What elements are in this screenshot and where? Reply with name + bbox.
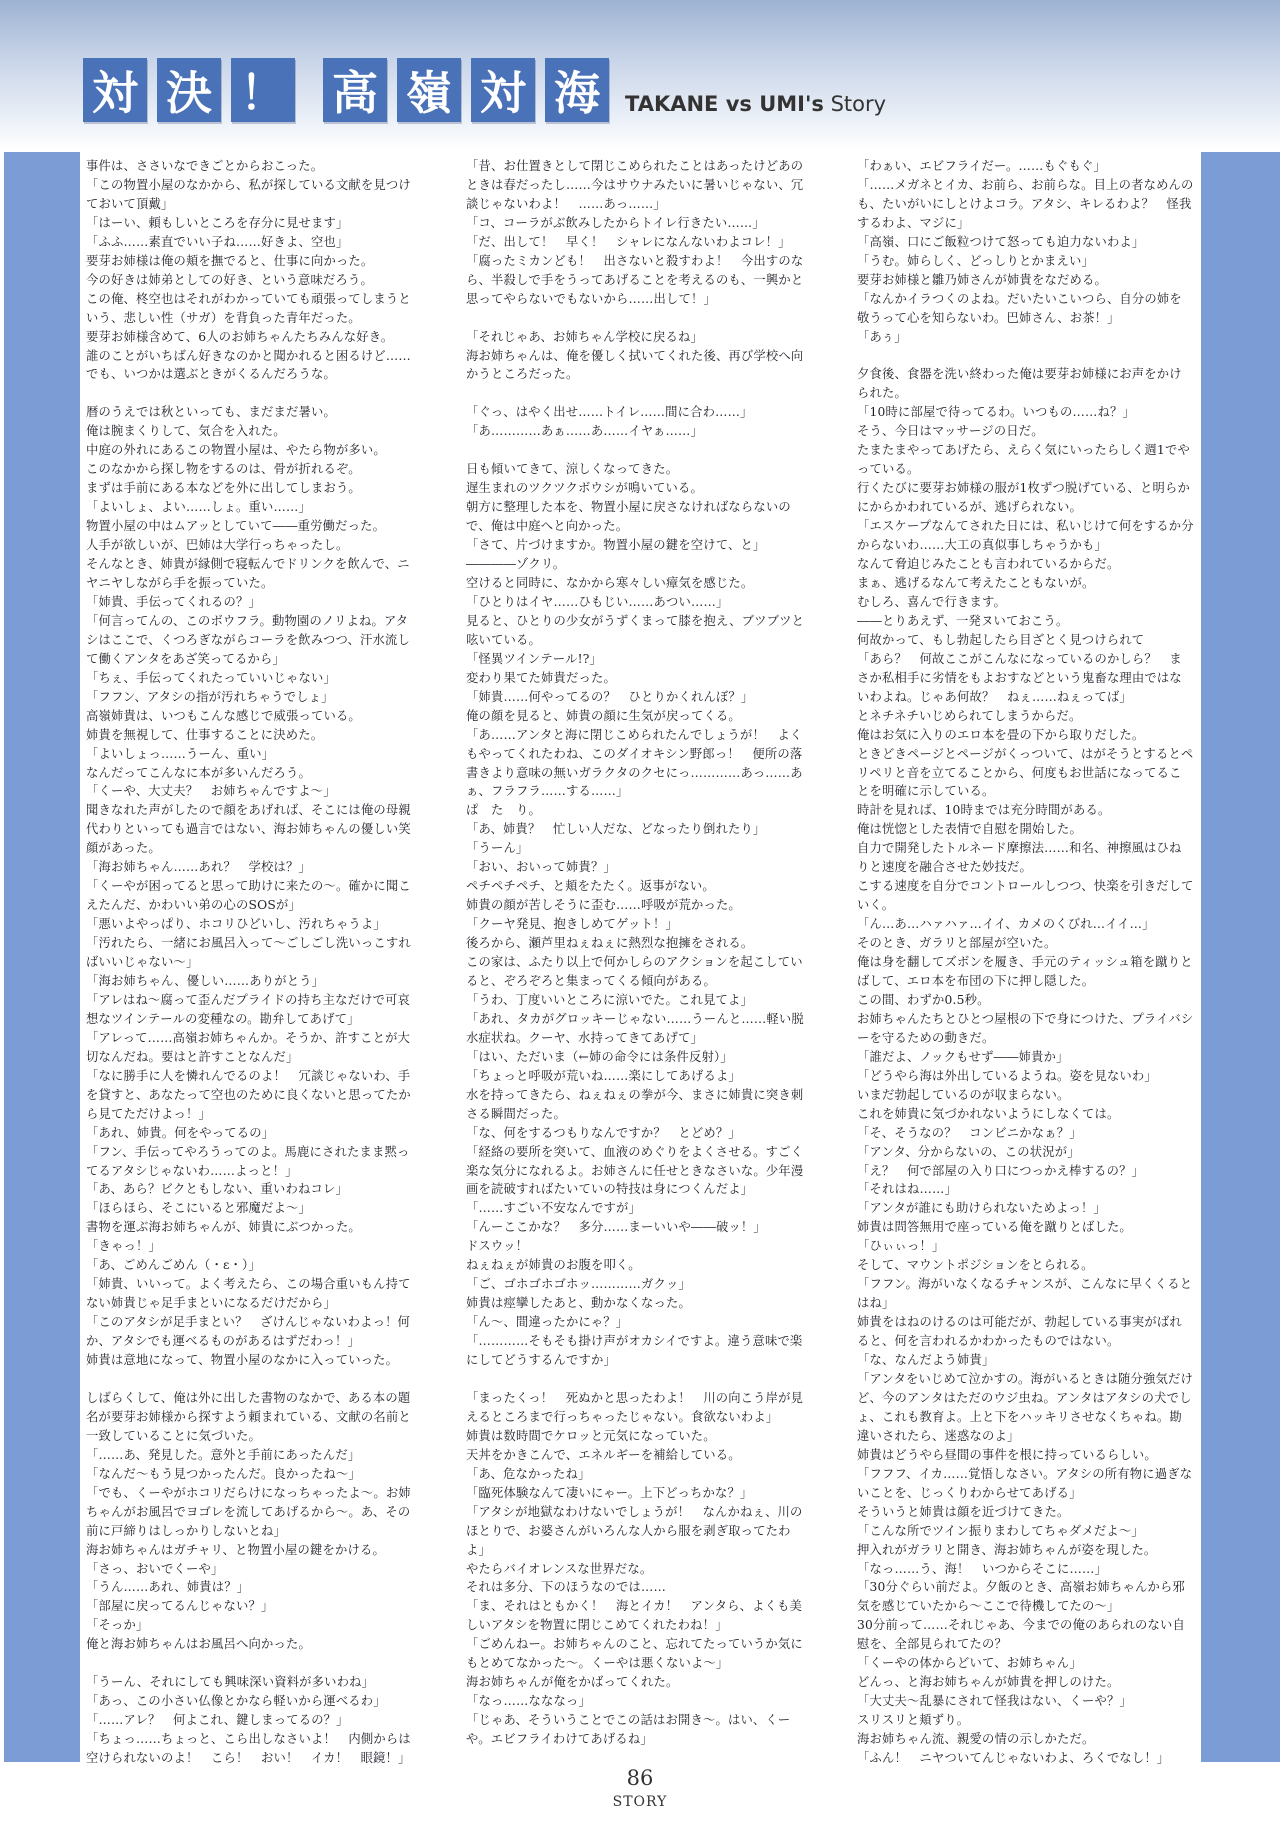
story-column-2: 「昔、お仕置きとして閉じこめられたことはあったけどあのときは春だったし……今はサウナみたいに暑いじゃない、冗談じゃないわよ！ ……あっ……」 「コ、コーラがぶ飲みしたからトイレ行きたい……」 「だ、出して！ 早く！ シャレになんないわよコレ！」 「腐ったミカンども！ 出さないと殺すわよ！ 今出すのなら、半殺しで手をうってあげることを考えるのも、一興かと思ってやらないでもないから……出して！」 「それじゃあ、お姉ちゃん学校に戻るね」 海お姉ちゃんは、俺を優しく拭いてくれた後、再び学校へ向かうところだった。 「ぐっ、はやく出せ……トイレ……間に合わ……」 「あ…………あぁ……あ……イヤぁ……」 日も傾いてきて、涼しくなってきた。 遅生まれのツクツクボウシが鳴いている。 朝方に整理した本を、物置小屋に戻さなければならないので、俺は中庭へと向かった。 「さて、片づけますか。物置小屋の鍵を空けて、と」 ――――ゾクリ。 空けると同時に、なかから寒々しい瘴気を感じた。 「ひとりはイヤ……ひもじい……あつい……」 見ると、ひとりの少女がうずくまって膝を抱え、ブツブツと呟いている。 「怪異ツインテール!?」 変わり果てた姉貴だった。 「姉貴……何やってるの？ ひとりかくれんぼ？」 俺の顔を見ると、姉貴の顔に生気が戻ってくる。 「あ……アンタと海に閉じこめられたんでしょうが！ よくもやってくれたわね、このダイオキシン野郎っ！ 便所の落書きより意味の無いガラクタのクセにっ…………あっ……あぁ、フラフラ……する……」 ぱ た り。 「あ、姉貴？ 忙しい人だな、どなったり倒れたり」 「うーん」 「おい、おいって姉貴？」 ペチペチペチ、と頬をたたく。返事がない。 姉貴の顔が苦しそうに歪む……呼吸が荒かった。 「クーヤ発見、抱きしめてゲット！」 後ろから、瀬芦里ねぇねぇに熱烈な抱擁をされる。 この家は、ふたり以上で何かしらのアクションを起こしていると、ぞろぞろと集まってくる傾向がある。 「うわ、丁度いいところに涼いでた。これ見てよ」 「あれ、タカがグロッキーじゃない……うーんと……軽い脱水症状ね。クーヤ、水持ってきてあげて」 「はい、ただいま（←姉の命令には条件反射）」 「ちょっと呼吸が荒いね……楽にしてあげるよ」 水を持ってきたら、ねぇねぇの拳が今、まさに姉貴に突き刺さる瞬間だった。 「な、何をするつもりなんですか？ とどめ？」 「経絡の要所を突いて、血液のめぐりをよくさせる。すごく楽な気分になれるよ。お姉さんに任せときなさいな。少年漫画を読破すればたいていの特技は身につくんだよ」 「……すごい不安なんですが」 「んーここかな？ 多分……まーいいや――破ッ！」 ドスウッ！ ねぇねぇが姉貴のお腹を叩く。 「ご、ゴホゴホゴホッ…………ガクッ」 姉貴は痙攣したあと、動かなくなった。 「ん～、間違ったかにゃ？」 「…………そもそも掛け声がオカシイですよ。違う意味で楽にしてどうするんですか」 「まったくっ！ 死ぬかと思ったわよ！ 川の向こう岸が見えるところまで行っちゃったじゃない。食欲ないわよ」 姉貴は数時間でケロッと元気になっていた。 天丼をかきこんで、エネルギーを補給している。 「あ、危なかったね」 「臨死体験なんて凄いにゃー。上下どっちかな？」 「アタシが地獄なわけないでしょうが！ なんかねぇ、川のほとりで、お婆さんがいろんな人から服を剥ぎ取ってたわよ」 やたらバイオレンスな世界だな。 それは多分、下のほうなのでは…… 「ま、それはともかく！ 海とイカ！ アンタら、よくも美しいアタシを物置に閉じこめてくれたわね！」 「ごめんねー。お姉ちゃんのこと、忘れてたっていうか気にもとめてなかった～。くーやは悪くないよ～」 海お姉ちゃんが俺をかばってくれた。 「なっ……なななっ」 「じゃあ、そういうことでこの話はお開き～。はい、くーや。エビフライわけてあげるね」 xyxy=(466,159,805,1747)
subtitle-bold: TAKANE vs UMI's xyxy=(625,92,824,116)
subtitle-story: Story xyxy=(823,92,887,116)
title-header xyxy=(83,58,886,122)
title-char-tile: ！ xyxy=(231,58,295,122)
right-decorative-bar xyxy=(1201,152,1280,1762)
title-char-tile: 嶺 xyxy=(397,58,461,122)
page-number: 86 xyxy=(626,1766,654,1790)
title-char-tile: 海 xyxy=(545,58,609,122)
left-decorative-bar xyxy=(4,152,80,1762)
title-char-tile: 対 xyxy=(83,58,147,122)
story-column-3: 「わぁい、エビフライだー。……もぐもぐ」 「……メガネとイカ、お前ら、お前らな。目上の者なめんのも、たいがいにしとけよコラ。アタシ、キレるわよ？ 怪我するわよ、マジに」 「高嶺、口にご飯粒つけて怒っても迫力ないわよ」 「うむ。姉らしく、どっしりとかまえい」 要芽お姉様と雛乃姉さんが姉貴をなだめる。 「なんかイラつくのよね。だいたいこいつら、自分の姉を敬うって心を知らないわ。巴姉さん、お茶！」 「あぅ」 夕食後、食器を洗い終わった俺は要芽お姉様にお声をかけられた。 「10時に部屋で待ってるわ。いつもの……ね？」 そう、今日はマッサージの日だ。 たまたまやってあげたら、えらく気にいったらしく週1でやっている。 行くたびに要芽お姉様の服が1枚ずつ脱げている、と明らかにからかわれているが、逃げられない。 「エスケープなんてされた日には、私いじけて何をするか分からないわ……大工の真似事しちゃうかも」 なんて脅迫じみたことも言われているからだ。 まぁ、逃げるなんて考えたこともないが。 むしろ、喜んで行きます。 ――とりあえず、一発ヌいておこう。 何故かって、もし勃起したら目ざとく見つけられて 「あら？ 何故ここがこんなになっているのかしら？ まさか私相手に劣情をもよおすなどという鬼畜な理由ではないわよね。じゃあ何故？ ねぇ……ねぇってば」 とネチネチいじめられてしまうからだ。 俺はお気に入りのエロ本を畳の下から取りだした。 ときどきページとページがくっついて、はがそうとするとペリペリと音を立てることから、何度もお世話になってることを明確に示している。 時計を見れば、10時までは充分時間がある。 俺は恍惚とした表情で自慰を開始した。 自力で開発したトルネード摩擦法……和名、神擦風はひねりと速度を融合させた妙技だ。 こする速度を自分でコントロールしつつ、快楽を引きだしていく。 「ん…あ…ハァハァ…イイ、カメのくびれ…イイ…」 そのとき、ガラリと部屋が空いた。 俺は身を翻してズボンを履き、手元のティッシュ箱を蹴りとばして、エロ本を布団の下に押し隠した。 この間、わずか0.5秒。 お姉ちゃんたちとひとつ屋根の下で身につけた、プライバシーを守るための動きだ。 「誰だよ、ノックもせず――姉貴か」 「どうやら海は外出しているようね。姿を見ないわ」 いまだ勃起しているのが収まらない。 これを姉貴に気づかれないようにしなくては。 「そ、そうなの？ コンビニかなぁ？」 「アンタ、分からないの、この状況が」 「え？ 何で部屋の入り口につっかえ棒するの？」 「それはね……」 「アンタが誰にも助けられないためよっ！」 姉貴は問答無用で座っている俺を蹴りとばした。 「ひぃぃっ！」 そして、マウントポジションをとられる。 「フフン。海がいなくなるチャンスが、こんなに早くくるとはね」 姉貴をはねのけるのは可能だが、勃起している事実がばれると、何を言われるかわかったものではない。 「な、なんだよう姉貴」 「アンタをいじめて泣かすの。海がいるときは随分強気だけど、今のアンタはただのウジ虫ね。アンタはアタシの犬でしょ、これも教育よ。上と下をハッキリさせなくちゃね。勘違いされたら、迷惑なのよ」 姉貴はどうやら昼間の事件を根に持っているらしい。 「フフフ、イカ……覚悟しなさい。アタシの所有物に過ぎないことを、じっくりわからせてあげる」 そういうと姉貴は顔を近づけてきた。 「こんな所でツイン振りまわしてちゃダメだよ～」 押入れがガラリと開き、海お姉ちゃんが姿を現した。 「なっ……う、海！ いつからそこに……」 「30分ぐらい前だよ。夕飯のとき、高嶺お姉ちゃんから邪気を感じていたから～ここで待機してたの～」 30分前って……それじゃあ、今までの俺のあられのない自慰を、全部見られてたの？ 「くーやの体からどいて、お姉ちゃん」 どんっ、と海お姉ちゃんが姉貴を押しのけた。 「大丈夫～乱暴にされて怪我はない、くーや？」 スリスリと頬ずり。 海お姉ちゃん流、親愛の情の示しかただ。 「ふん！ ニヤついてんじゃないわよ、ろくでなし！」 xyxy=(857,159,1194,1766)
story-subtitle xyxy=(625,92,886,116)
title-char-tile: 対 xyxy=(471,58,535,122)
title-char-tile: 決 xyxy=(157,58,221,122)
title-char-tile: 高 xyxy=(323,58,387,122)
story-column-1: 事件は、ささいなできごとからおこった。 「この物置小屋のなかから、私が探している文献を見つけておいて頂戴」 「はーい、頼もしいところを存分に見せます」 「ふふ……素直でいい子ね……好きよ、空也」 要芽お姉様は俺の頬を撫でると、仕事に向かった。 今の好きは姉弟としての好き、という意味だろう。 この俺、柊空也はそれがわかっていても頑張ってしまうという、悲しい性（サガ）を背負った青年だった。 要芽お姉様含めて、6人のお姉ちゃんたちみんな好き。 誰のことがいちばん好きなのかと聞かれると困るけど……でも、いつかは選ぶときがくるんだろうな。 暦のうえでは秋といっても、まだまだ暑い。 俺は腕まくりして、気合を入れた。 中庭の外れにあるこの物置小屋は、やたら物が多い。 このなかから探し物をするのは、骨が折れるぞ。 まずは手前にある本などを外に出してしまおう。 「よいしょ、よい……しょ。重い……」 物置小屋の中はムアッとしていて――重労働だった。 人手が欲しいが、巴姉は大学行っちゃったし。 そんなとき、姉貴が縁側で寝転んでドリンクを飲んで、ニヤニヤしながら手を振っていた。 「姉貴、手伝ってくれるの？」 「何言ってんの、このボウフラ。動物園のノリよね。アタシはここで、くつろぎながらコーラを飲みつつ、汗水流して働くアンタをあざ笑ってるから」 「ちぇ、手伝ってくれたっていいじゃない」 「フフン、アタシの指が汚れちゃうでしょ」 高嶺姉貴は、いつもこんな感じで威張っている。 姉貴を無視して、仕事することに決めた。 「よいしょっ……うーん、重い」 なんだってこんなに本が多いんだろう。 「くーや、大丈夫？ お姉ちゃんですよ～」 聞きなれた声がしたので顔をあげれば、そこには俺の母親代わりといっても過言ではない、海お姉ちゃんの優しい笑顔があった。 「海お姉ちゃん……あれ？ 学校は？」 「くーやが困ってると思って助けに来たの～。確かに聞こえたんだ、かわいい弟の心のSOSが」 「悪いよやっぱり、ホコリひどいし、汚れちゃうよ」 「汚れたら、一緒にお風呂入って～ごしごし洗いっこすればいいじゃない～」 「海お姉ちゃん、優しい……ありがとう」 「アレはね～腐って歪んだプライドの持ち主なだけで可哀想なツインテールの変種なの。勘弁してあげて」 「アレって……高嶺お姉ちゃんか。そうか、許すことが大切なんだね。要はと許すことなんだ」 「なに勝手に人を憐れんでるのよ！ 冗談じゃないわ、手を貸すと、あなたって空也のために良くないと思ってたから見てただけよっ！」 「あれ、姉貴。何をやってるの」 「フン、手伝ってやろうってのよ。馬鹿にされたまま黙ってるアタシじゃないわ……よっと！」 「あ、あら？ビクともしない、重いわねコレ」 「ほらほら、そこにいると邪魔だよ～」 書物を運ぶ海お姉ちゃんが、姉貴にぶつかった。 「きゃっ！」 「あ、ごめんごめん（・ε・）」 「姉貴、いいって。よく考えたら、この場合重いもん持てない姉貴じゃ足手まといになるだけだから」 「このアタシが足手まとい？ ざけんじゃないわよっ！何か、アタシでも運べるものがあるはずだわっ！」 姉貴は意地になって、物置小屋のなかに入っていった。 しばらくして、俺は外に出した書物のなかで、ある本の題名が要芽お姉様から探すよう頼まれている、文献の名前と一致していることに気づいた。 「……あ、発見した。意外と手前にあったんだ」 「なんだ～もう見つかったんだ。良かったね～」 「でも、くーやがホコリだらけになっちゃったよ～。お姉ちゃんがお風呂でヨゴレを流してあげるから～。あ、その前に戸締りはしっかりしないとね」 海お姉ちゃんはガチャリ、と物置小屋の鍵をかける。 「さっ、おいでくーや」 「うん……あれ、姉貴は？」 「部屋に戻ってるんじゃない？」 「そっか」 俺と海お姉ちゃんはお風呂へ向かった。 「うーん、それにしても興味深い資料が多いわね」 「あっ、この小さい仏像とかなら軽いから運べるわ」 「……アレ？ 何よこれ、鍵しまってるの？」 「ちょっ……ちょっと、こら出しなさいよ！ 内側からは空けられないのよ！ こら！ おい！ イカ！ 眼鏡！」 xyxy=(86,159,411,1766)
page-section-label: STORY xyxy=(612,1794,668,1810)
